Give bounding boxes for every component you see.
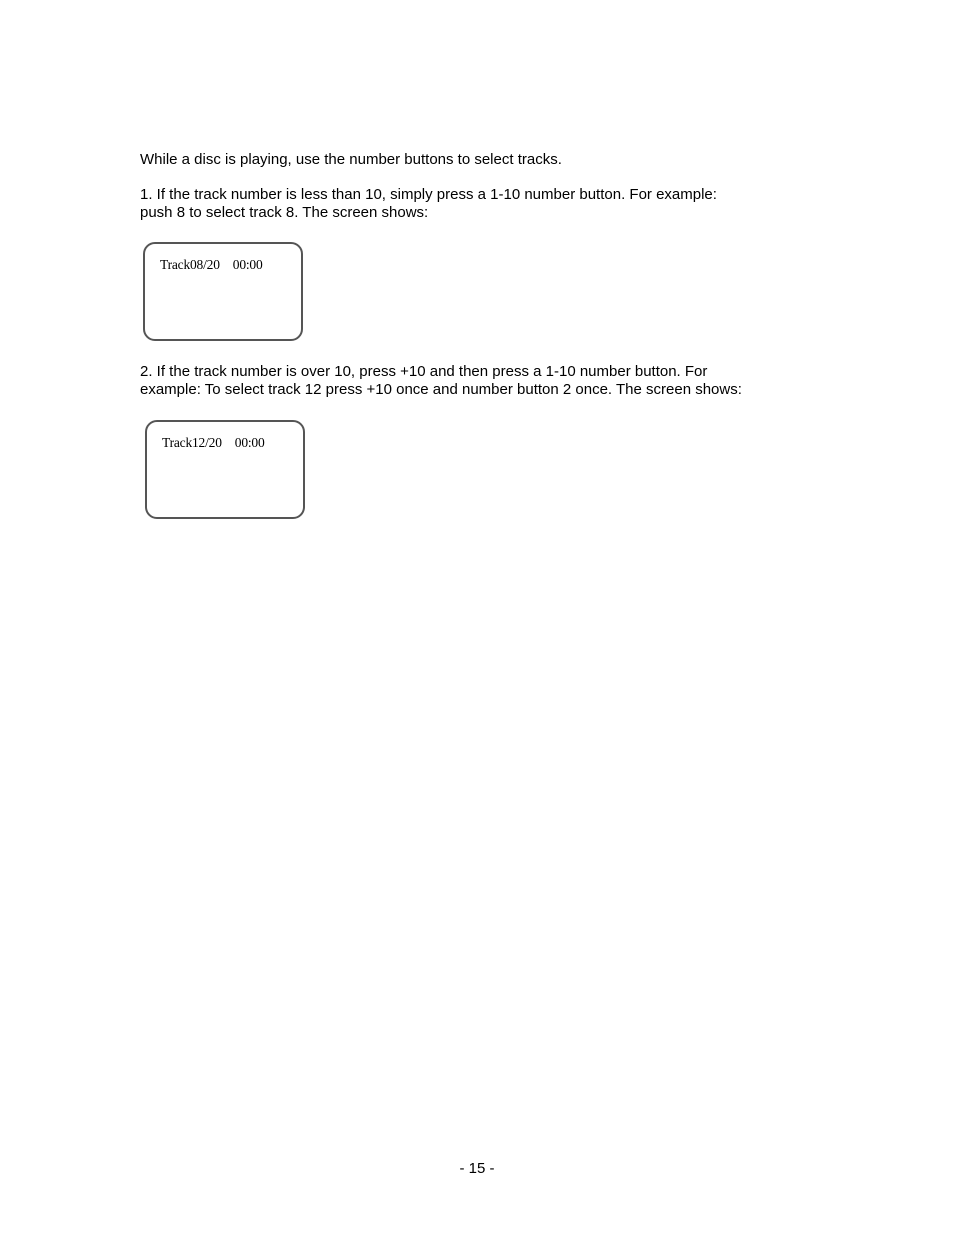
step-1-line-2: push 8 to select track 8. The screen shows:: [140, 204, 429, 221]
screen-2-time: 00:00: [234, 435, 265, 450]
screen-display-example-2: [145, 420, 305, 519]
screen-2-track: Track12/20: [162, 435, 222, 450]
step-2-paragraph: [140, 363, 800, 399]
screen-1-track: Track08/20: [160, 257, 220, 272]
step-2-line-1: 2. If the track number is over 10, press +10 and then press a 1-10 number button. For: [140, 363, 708, 380]
screen-1-time: 00:00: [232, 257, 263, 272]
step-1-line-1: 1. If the track number is less than 10, simply press a 1-10 number button. For example:: [140, 186, 717, 203]
step-2-line-2: example: To select track 12 press +10 once and number button 2 once. The screen shows:: [140, 381, 742, 398]
step-1-paragraph: [140, 186, 780, 222]
page-number: - 15 -: [459, 1160, 495, 1177]
screen-1-readout: [160, 257, 263, 273]
intro-paragraph: While a disc is playing, use the number buttons to select tracks.: [140, 151, 562, 168]
screen-2-readout: [162, 435, 265, 451]
screen-display-example-1: [143, 242, 303, 341]
